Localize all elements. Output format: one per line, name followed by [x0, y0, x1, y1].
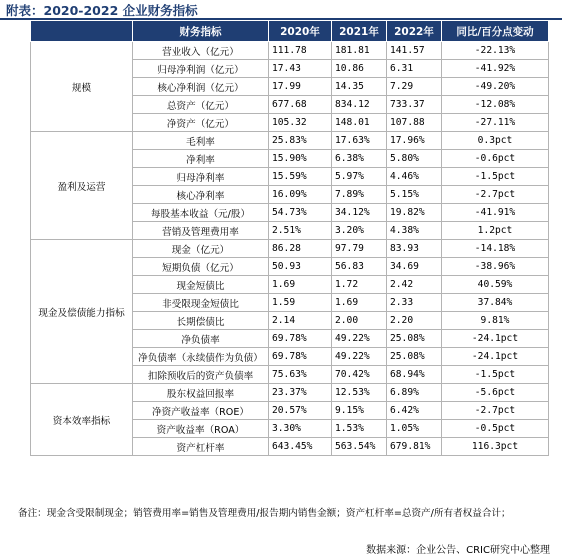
value-2021-cell: 7.89%	[332, 186, 387, 204]
indicator-cell: 长期偿债比	[133, 312, 269, 330]
change-cell: -0.6pct	[442, 150, 549, 168]
change-cell: -2.7pct	[442, 402, 549, 420]
header-row	[31, 21, 549, 42]
value-2020-cell: 69.78%	[269, 330, 332, 348]
indicator-cell: 净资产收益率（ROE）	[133, 402, 269, 420]
value-2022-cell: 25.08%	[387, 348, 442, 366]
category-cell: 盈利及运营	[31, 132, 133, 240]
footnote: 备注：现金含受限制现金；销管费用率=销售及管理费用/报告期内销售金额；资产杠杆率=总资产/所有者权益合计；	[18, 508, 511, 519]
value-2020-cell: 54.73%	[269, 204, 332, 222]
value-2021-cell: 17.63%	[332, 132, 387, 150]
change-cell: 0.3pct	[442, 132, 549, 150]
indicator-cell: 营业收入（亿元）	[133, 42, 269, 60]
change-cell: -5.6pct	[442, 384, 549, 402]
change-cell: 37.84%	[442, 294, 549, 312]
data-source: 数据来源：企业公告、CRIC研究中心整理	[366, 545, 550, 556]
value-2021-cell: 6.38%	[332, 150, 387, 168]
value-2020-cell: 86.28	[269, 240, 332, 258]
value-2022-cell: 68.94%	[387, 366, 442, 384]
value-2021-cell: 1.69	[332, 294, 387, 312]
indicator-cell: 扣除预收后的资产负债率	[133, 366, 269, 384]
change-cell: -2.7pct	[442, 186, 549, 204]
value-2021-cell: 2.00	[332, 312, 387, 330]
value-2020-cell: 105.32	[269, 114, 332, 132]
change-cell: -38.96%	[442, 258, 549, 276]
value-2022-cell: 141.57	[387, 42, 442, 60]
value-2022-cell: 6.31	[387, 60, 442, 78]
change-cell: -0.5pct	[442, 420, 549, 438]
value-2020-cell: 17.99	[269, 78, 332, 96]
indicator-cell: 营销及管理费用率	[133, 222, 269, 240]
value-2020-cell: 50.93	[269, 258, 332, 276]
change-cell: 40.59%	[442, 276, 549, 294]
table-row	[31, 132, 549, 150]
value-2021-cell: 97.79	[332, 240, 387, 258]
value-2022-cell: 83.93	[387, 240, 442, 258]
change-cell: -24.1pct	[442, 348, 549, 366]
value-2022-cell: 107.88	[387, 114, 442, 132]
value-2020-cell: 111.78	[269, 42, 332, 60]
value-2020-cell: 2.14	[269, 312, 332, 330]
indicator-cell: 归母净利率	[133, 168, 269, 186]
value-2022-cell: 19.82%	[387, 204, 442, 222]
value-2022-cell: 34.69	[387, 258, 442, 276]
value-2020-cell: 75.63%	[269, 366, 332, 384]
indicator-cell: 资产收益率（ROA）	[133, 420, 269, 438]
value-2021-cell: 1.72	[332, 276, 387, 294]
value-2020-cell: 677.68	[269, 96, 332, 114]
header-category	[31, 21, 133, 42]
change-cell: 9.81%	[442, 312, 549, 330]
change-cell: -24.1pct	[442, 330, 549, 348]
header-2022: 2022年	[387, 21, 442, 42]
value-2020-cell: 69.78%	[269, 348, 332, 366]
indicator-cell: 净负债率	[133, 330, 269, 348]
indicator-cell: 总资产（亿元）	[133, 96, 269, 114]
value-2020-cell: 1.69	[269, 276, 332, 294]
indicator-cell: 净负债率（永续债作为负债）	[133, 348, 269, 366]
change-cell: -22.13%	[442, 42, 549, 60]
value-2021-cell: 3.20%	[332, 222, 387, 240]
value-2020-cell: 15.59%	[269, 168, 332, 186]
value-2021-cell: 181.81	[332, 42, 387, 60]
value-2021-cell: 49.22%	[332, 348, 387, 366]
table-body	[31, 42, 549, 456]
indicator-cell: 股东权益回报率	[133, 384, 269, 402]
header-change: 同比/百分点变动	[442, 21, 549, 42]
indicator-cell: 现金短债比	[133, 276, 269, 294]
value-2022-cell: 6.42%	[387, 402, 442, 420]
change-cell: 1.2pct	[442, 222, 549, 240]
value-2021-cell: 56.83	[332, 258, 387, 276]
value-2021-cell: 5.97%	[332, 168, 387, 186]
value-2022-cell: 1.05%	[387, 420, 442, 438]
indicator-cell: 每股基本收益（元/股）	[133, 204, 269, 222]
value-2020-cell: 2.51%	[269, 222, 332, 240]
page-title: 附表：2020-2022 企业财务指标	[6, 3, 198, 18]
value-2022-cell: 17.96%	[387, 132, 442, 150]
change-cell: -27.11%	[442, 114, 549, 132]
header-2020: 2020年	[269, 21, 332, 42]
value-2021-cell: 563.54%	[332, 438, 387, 456]
change-cell: -41.92%	[442, 60, 549, 78]
category-cell: 规模	[31, 42, 133, 132]
value-2022-cell: 5.15%	[387, 186, 442, 204]
value-2022-cell: 733.37	[387, 96, 442, 114]
table-header	[31, 21, 549, 42]
value-2021-cell: 34.12%	[332, 204, 387, 222]
value-2020-cell: 1.59	[269, 294, 332, 312]
indicator-cell: 短期负债（亿元）	[133, 258, 269, 276]
value-2022-cell: 4.38%	[387, 222, 442, 240]
indicator-cell: 毛利率	[133, 132, 269, 150]
indicator-cell: 现金（亿元）	[133, 240, 269, 258]
change-cell: -12.08%	[442, 96, 549, 114]
value-2022-cell: 2.33	[387, 294, 442, 312]
table-row	[31, 384, 549, 402]
value-2020-cell: 20.57%	[269, 402, 332, 420]
value-2022-cell: 679.81%	[387, 438, 442, 456]
table-row	[31, 240, 549, 258]
value-2021-cell: 12.53%	[332, 384, 387, 402]
indicator-cell: 资产杠杆率	[133, 438, 269, 456]
title-bar	[0, 0, 562, 20]
value-2021-cell: 70.42%	[332, 366, 387, 384]
value-2020-cell: 25.83%	[269, 132, 332, 150]
indicator-cell: 净资产（亿元）	[133, 114, 269, 132]
category-cell: 资本效率指标	[31, 384, 133, 456]
change-cell: -49.20%	[442, 78, 549, 96]
value-2020-cell: 3.30%	[269, 420, 332, 438]
value-2020-cell: 15.90%	[269, 150, 332, 168]
value-2022-cell: 2.42	[387, 276, 442, 294]
category-cell: 现金及偿债能力指标	[31, 240, 133, 384]
indicator-cell: 净利率	[133, 150, 269, 168]
value-2020-cell: 17.43	[269, 60, 332, 78]
header-indicator: 财务指标	[133, 21, 269, 42]
value-2022-cell: 5.80%	[387, 150, 442, 168]
change-cell: 116.3pct	[442, 438, 549, 456]
change-cell: -14.18%	[442, 240, 549, 258]
indicator-cell: 归母净利润（亿元）	[133, 60, 269, 78]
header-2021: 2021年	[332, 21, 387, 42]
indicator-cell: 核心净利润（亿元）	[133, 78, 269, 96]
indicator-cell: 核心净利率	[133, 186, 269, 204]
value-2021-cell: 9.15%	[332, 402, 387, 420]
change-cell: -1.5pct	[442, 168, 549, 186]
value-2022-cell: 25.08%	[387, 330, 442, 348]
value-2020-cell: 23.37%	[269, 384, 332, 402]
value-2021-cell: 49.22%	[332, 330, 387, 348]
indicator-cell: 非受限现金短债比	[133, 294, 269, 312]
change-cell: -1.5pct	[442, 366, 549, 384]
value-2021-cell: 834.12	[332, 96, 387, 114]
value-2022-cell: 7.29	[387, 78, 442, 96]
table-row	[31, 42, 549, 60]
value-2020-cell: 643.45%	[269, 438, 332, 456]
value-2022-cell: 4.46%	[387, 168, 442, 186]
value-2022-cell: 6.89%	[387, 384, 442, 402]
financial-table	[30, 20, 549, 456]
value-2021-cell: 14.35	[332, 78, 387, 96]
value-2022-cell: 2.20	[387, 312, 442, 330]
value-2021-cell: 148.01	[332, 114, 387, 132]
value-2021-cell: 1.53%	[332, 420, 387, 438]
value-2021-cell: 10.86	[332, 60, 387, 78]
change-cell: -41.91%	[442, 204, 549, 222]
value-2020-cell: 16.09%	[269, 186, 332, 204]
